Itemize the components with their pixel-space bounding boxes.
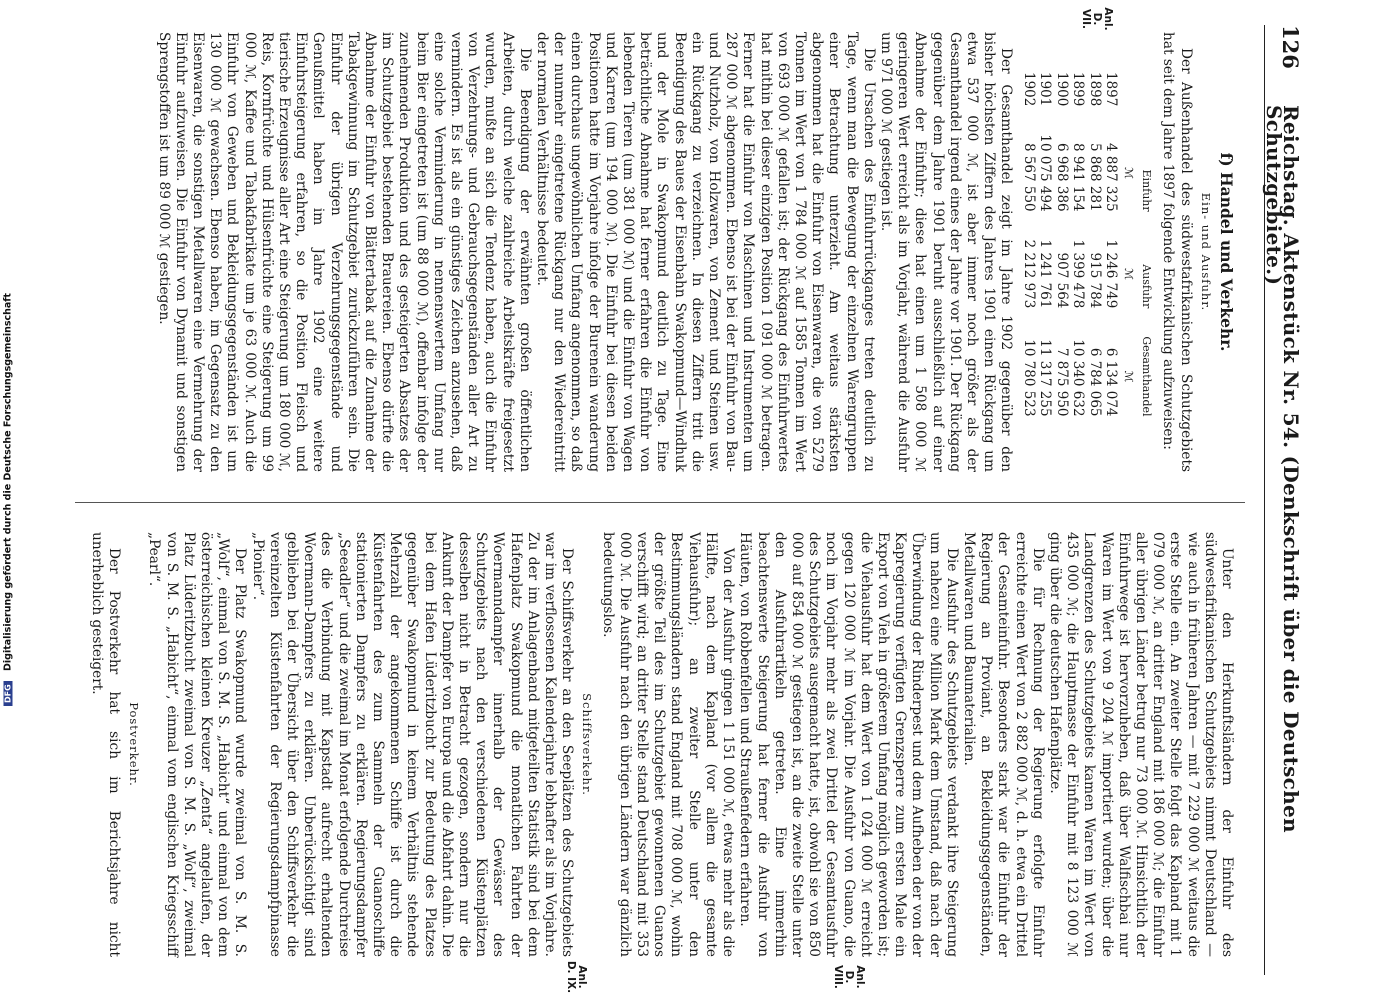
table-cell-year: 1900 [1053,72,1070,107]
import-export-subheading: Ein- und Ausfuhr. [1198,192,1213,312]
table-unit-cell: ℳ [1121,268,1135,280]
left-column [154,7,1236,472]
table-unit-cell: ℳ [1121,370,1135,383]
table-row [1053,72,1070,431]
page-number: 126 [1278,25,1303,69]
table-cell: 8 941 154 [1070,142,1087,212]
table-cell: 1 241 761 [1037,239,1054,309]
postal-subheading: Postverkehr. [127,702,142,787]
body-paragraph: Unter den Herkunftsländern der Einfuhr des südwestafrikanischen Schutzgebiets nimmt Deutschland — wie auch in früheren Jahren — mit 7 229 000 ℳ weitaus die erste Stelle ein. An zweiter Stelle folgt das Kapland mit 1 079 000 ℳ, an dritter England mit 186 000 ℳ; die Einfuhr aller übrigen Länder betrug nur 73 000 ℳ. Hinsichtlich der Einfuhrwege ist hervorzuheben, daß über Walfischbai nur Waren im Wert von 9 204 ℳ importiert wurden; über die Landgrenzen des Schutzgebiets kamen Waren im Wert von 435 000 ℳ; die Hauptmasse der Einfuhr mit 8 123 000 ℳ ging über die deutschen Hafenplätze. [1046,532,1235,957]
digitization-credit-text: Digitalisierung gefördert durch die Deutsche Forschungsgemeinschaft [2,293,14,671]
appendix-reference: Anl. D. VIII. [832,965,866,989]
body-paragraph: Der Platz Swakopmund wurde zweimal von S. M. S. „Wolf“, einmal von S. M. S. „Habicht“ und einmal von dem österreichischen kleinen Kreuzer „Zenta“ angelaufen, der Platz Lüderitzbucht zweimal von S. M. S. „Wolf“, zweimal von S. M. S. „Habicht“, einmal vom englischen Kriegsschiff „Pearl“. [146,532,249,957]
trade-table [1020,72,1155,431]
appendix-reference: Anl. D. VII. [1080,7,1114,31]
table-cell-year: 1902 [1020,72,1037,107]
body-paragraph: Von der Ausfuhr gingen 1 151 000 ℳ, etwas mehr als die Hälfte, nach dem Kapland (vor allem die gesamte Viehausfuhr); an zweiter Stelle unter den Bestimmungsländern stand England mit 708 000 ℳ, wohin der größte Teil des im Schutzgebiet gewonnenen Guanos verschifft wird; an dritter Stelle stand Deutschland mit 353 000 ℳ. Die Ausfuhr nach den übrigen Ländern war gänzlich bedeutungslos. [599,532,737,957]
shipping-subheading: Schiffsverkehr. [580,693,595,796]
table-header-cell [1136,72,1155,120]
document-page [57,7,1327,994]
table-header-cell: Einfuhr [1140,169,1154,212]
table-cell: 10 340 632 [1070,339,1087,417]
table-cell: 5 868 281 [1086,142,1103,212]
table-cell-year: 1901 [1037,72,1054,107]
table-cell: 6 968 386 [1053,142,1070,212]
appendix-reference: Anl. D. IX. [565,960,588,994]
table-cell: 10 780 523 [1020,339,1037,417]
body-paragraph: Der Postverkehr hat sich im Berichtsjahre nicht unerheblich gesteigert. [88,532,122,957]
table-cell-year: 1899 [1070,72,1087,107]
body-paragraph: Der Gesamthandel zeigt im Jahre 1902 gegenüber den bisher höchsten Ziffern des Jahres 1901 einen Rückgang um etwa 537 000 ℳ, ist aber immer noch größer als der Gesamthandel irgend eines der Jahre vor 1901. Der Rückgang gegenüber dem Jahre 1901 beruht ausschließlich auf einer Abnahme der Einfuhr; diese hat einen um 1 508 000 ℳ geringeren Wert erreicht als im Vorjahr, während die Ausfuhr um 971 000 ℳ gestiegen ist. [878,32,1015,472]
table-row [1037,72,1054,431]
table-cell: 11 317 255 [1037,339,1054,417]
page-header [1261,25,1305,975]
table-cell: 4 887 325 [1103,142,1120,212]
dfg-logo: DFG [3,680,14,707]
table-unit-row [1119,72,1136,431]
running-title: Reichstag. Aktenstück Nr. 54. (Denkschrift über die Deutschen Schutzgebiete.) [1261,105,1303,833]
right-column [88,532,1235,994]
table-cell: 1 246 749 [1103,239,1120,309]
table-cell: 907 564 [1053,252,1070,309]
table-cell: 6 134 074 [1103,347,1120,417]
table-cell: 8 567 550 [1020,142,1037,212]
table-row [1070,72,1087,431]
body-paragraph: Die Beendigung der erwähnten großen öffentlichen Arbeiten, durch welche zahlreiche Arbeitskräfte freigesetzt wurden, mußte an sich die Tendenz haben, auch die Einfuhr von Verzehrungs- und Gebrauchsgegenständen aller Art zu vermindern. Es ist als ein günstiges Zeichen anzusehen, daß eine solche Verminderung in nennenswertem Umfang nur beim Bier eingetreten ist (um 88 000 ℳ), offenbar infolge der zunehmenden Produktion und des gesteigerten Absatzes der im Schutzgebiet bestehenden Brauereien. Ebenso dürfte die Abnahme der Einfuhr von Blättertabak auf die Zunahme der Tabakgewinnung im Schutzgebiet zurückzuführen sein. Die Einfuhr der übrigen Verzehrungsgegenstände und Genußmittel haben im Jahre 1902 eine weitere Einfuhrsteigerung erfahren, so die Position Fleisch und tierische Erzeugnisse aller Art eine Steigerung um 180 000 ℳ, Reis, Kornfrüchte und Hülsenfrüchte eine Steigerung um 99 000 ℳ, Kaffee und Tabakfabrikate um je 63 000 ℳ. Auch die Einfuhr von Geweben und Bekleidungsgegenständen ist um 130 000 ℳ gewachsen. Ebenso haben, im Gegensatz zu den Eisenwaren, die sonstigen Metallwaren eine Vermehrung der Einfuhr aufzuweisen. Die Einfuhr von Dynamit und sonstigen Sprengstoffen ist um 89 000 ℳ gestiegen. [155,32,533,472]
table-cell: 6 784 065 [1086,347,1103,417]
section-title: f) Handel und Verkehr. [1217,152,1236,352]
body-paragraph: Die Ausfuhr des Schutzgebiets verdankt ihre Steigerung um nahezu eine Million Mark dem Umstand, daß nach der Überwindung der Rinderpest und dem Aufheben der von der Kapregierung verfügten Grenzsperre zum ersten Male ein Export von Vieh in größerem Umfang möglich geworden ist; die Viehausfuhr hat dem Wert von 1 024 000 ℳ erreicht gegen 120 000 ℳ im Vorjahr. Die Ausfuhr von Guano, die noch im Vorjahr mehr als zwei Drittel der Gesamtausfuhr des Schutzgebiets ausgemacht hatte, ist, obwohl sie von 850 000 auf 854 000 ℳ gestiegen ist, an die zweite Stelle unter den Ausfuhrartikeln getreten. Eine immerhin beachtenswerte Steigerung hat ferner die Ausfuhr von Häuten, von Robbenfellen und Straußenfedern erfahren. [737,532,960,957]
table-cell: 915 784 [1086,252,1103,309]
table-header-row [1136,72,1155,431]
body-paragraph: Der Schiffsverkehr an den Seeplätzen des Schutzgebiets war im verflossenen Kalenderjahre lebhafter als im Vorjahre. Zu der im Anlagenband mitgeteilten Statistik sind bei dem Hafenplatz Swakopmund die monatlichen Fahrten der Woermanndampfer innerhalb der Gewässer des Schutzgebiets nach den verschiedenen Küstenplätzen desselben nicht in Betracht gezogen, sondern nur die Ankunft der Dampfer von Europa und die Abfahrt dahin. Die bei dem Hafen Lüderitzbucht zur Bedeutung des Platzes gegenüber Swakopmund in keinem Verhältnis stehende Mehrzahl der angekommenen Schiffe ist durch die Küstenfahrten des zum Sammeln der Guanoschiffe stationierten Dampfers zu erklären. Regierungsdampfer „Seeadler“ und die zweimal im Monat erfolgende Durchreise des die Verbindung mit Kapstadt aufrecht erhaltenden Woermann-Dampfers zu erklären. Unberücksichtigt sind geblieben bei der Übersicht über den Schiffsverkehr die vereinzelten Küstenfahrten der Regierungsdampfpinasse „Pionier“. [249,532,576,957]
table-cell-year: 1897 [1103,72,1120,107]
table-header-cell: Gesamthandel [1140,336,1154,417]
table-cell: 7 875 950 [1053,347,1070,417]
table-row [1103,72,1120,431]
column-divider [75,502,1245,503]
body-paragraph: Die Ursachen des Einfuhrrückganges treten deutlich zu Tage, wenn man die Bewegung der einzelnen Warengruppen einer Betrachtung unterzieht. Am weitaus stärksten abgenommen hat die Einfuhr von Eisenwaren, die von 5279 Tonnen im Wert von 1 784 000 ℳ auf 1585 Tonnen im Wert von 693 000 ℳ gefallen ist; der Rückgang des Einfuhrwertes hat mithin bei dieser einzigen Position 1 091 000 ℳ betragen. Ferner hat die Einfuhr von Maschinen und Instrumenten um 287 000 ℳ abgenommen. Ebenso ist bei der Einfuhr von Bau- und Nutzholz, von Holzwaren, von Zement und Steinen usw. ein Rückgang zu verzeichnen. In diesen Ziffern tritt die Beendigung des Baues der Eisenbahn Swakopmund—Windhuk und der Mole in Swakopmund deutlich zu Tage. Eine beträchtliche Abnahme hat ferner erfahren die Einfuhr von lebenden Tieren (um 381 000 ℳ) und die Einfuhr von Wagen und Karren (um 194 000 ℳ). Die Einfuhr bei diesen beiden Positionen hatte im Vorjahre infolge der Burenein wanderung einen durchaus ungewöhnlichen Umfang angenommen, so daß der nunmehr eingetretene Rückgang nur den Wiedereintritt der normalen Verhältnisse bedeutet. [534,32,877,472]
table-unit-cell: ℳ [1121,167,1135,179]
table-cell: 10 075 494 [1037,134,1054,212]
table-cell: 1 399 478 [1070,239,1087,309]
table-header-cell: Ausfuhr [1140,264,1154,309]
table-cell-year: 1898 [1086,72,1103,107]
table-row [1020,72,1037,431]
table-cell: 2 212 973 [1020,239,1037,309]
table-row [1086,72,1103,431]
body-paragraph: Die für Rechnung der Regierung erfolgte Einfuhr erreichte einen Wert von 2 882 000 ℳ, d. h. etwa ein Drittel der Gesamteinfuhr. Besonders stark war die Einfuhr der Regierung an Proviant, an Bekleidungsgegenständen, Metallwaren und Baumaterialien. [960,532,1046,957]
trade-intro-paragraph: Der Außenhandel des südwestafrikanischen Schutzgebiets hat seit dem Jahre 1897 folgende Entwicklung aufzuweisen: [1160,32,1194,472]
digitization-credit-stamp [0,0,16,1000]
